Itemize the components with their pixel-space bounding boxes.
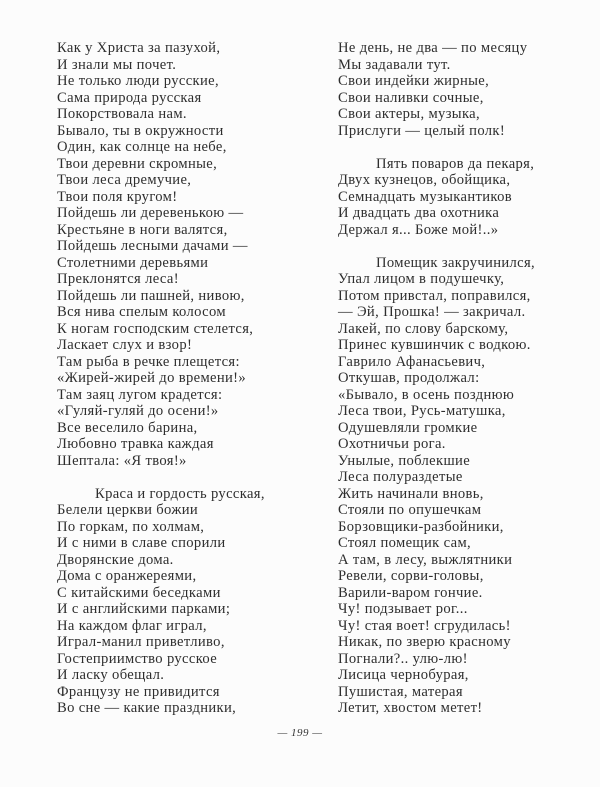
verse-line: Борзовщики-разбойники,: [338, 518, 504, 535]
verse-line: Двух кузнецов, обойщика,: [338, 172, 511, 188]
verse-line: Помещик закручинился,: [376, 254, 536, 271]
verse-line: Держал я... Боже мой!..»: [338, 221, 499, 238]
verse-line: С китайскими беседками: [57, 584, 221, 601]
verse-line: Ласкает слух и взор!: [57, 337, 193, 353]
verse-line: Лисица чернобурая,: [338, 667, 469, 683]
verse-line: Откушав, продолжал:: [338, 370, 480, 386]
verse-line: Как у Христа за пазухой,: [57, 40, 221, 56]
verse-line: Свои актеры, музыка,: [338, 106, 481, 122]
verse-line: Стояли по опушечкам: [338, 502, 482, 518]
verse-line: Никак, по зверю красному: [338, 634, 511, 650]
verse-line: И знали мы почет.: [57, 56, 177, 73]
stanza: [338, 156, 535, 239]
verse-line: «Жирей-жирей до времени!»: [57, 370, 247, 386]
verse-line: Потом привстал, поправился,: [338, 287, 531, 304]
verse-line: И с ними в славе спорили: [57, 535, 226, 551]
verse-line: Шептала: «Я твоя!»: [57, 452, 187, 469]
verse-line: Пушистая, матерая: [338, 683, 463, 700]
verse-line: Охотничьи рога.: [338, 436, 446, 452]
verse-line: Французу не привидится: [57, 683, 220, 700]
verse-line: Белели церкви божии: [57, 502, 199, 518]
verse-line: Один, как солнце на небе,: [57, 139, 227, 155]
verse-line: Вся нива спелым колосом: [57, 304, 226, 320]
verse-line: Стоял помещик сам,: [338, 535, 472, 551]
verse-line: Пойдешь ли пашней, нивою,: [57, 287, 245, 304]
verse-line: Жить начинали вновь,: [338, 485, 484, 502]
verse-line: — Эй, Прошка! — закричал.: [338, 304, 526, 320]
verse-line: Чу! стая воет! сгрудилась!: [338, 617, 511, 634]
verse-line: Твои леса дремучие,: [57, 172, 192, 188]
verse-line: «Бывало, в осень позднюю: [338, 386, 515, 403]
verse-line: Дома с оранжереями,: [57, 568, 197, 584]
verse-line: Семнадцать музыкантиков: [338, 188, 512, 205]
verse-line: Преклонятся леса!: [57, 271, 179, 287]
verse-line: Чу! подзывает рог...: [338, 601, 468, 617]
stanza: [57, 486, 265, 717]
left-column: [57, 40, 265, 733]
stanza: [338, 255, 535, 717]
verse-line: Все веселило барина,: [57, 419, 198, 436]
verse-line: Ревели, сорви-головы,: [338, 568, 484, 584]
verse-line: Там заяц лугом крадется:: [57, 386, 223, 403]
verse-line: По горкам, по холмам,: [57, 518, 205, 535]
verse-line: Твои поля кругом!: [57, 188, 178, 205]
verse-line: Дворянские дома.: [57, 551, 174, 568]
verse-line: Погнали?.. улю-лю!: [338, 650, 468, 667]
verse-line: Покорствовала нам.: [57, 106, 187, 122]
verse-line: Гаврило Афанасьевич,: [338, 353, 486, 370]
verse-line: И двадцать два охотника: [338, 205, 500, 221]
verse-line: Унылые, поблекшие: [338, 452, 471, 469]
verse-line: Крестьяне в ноги валятся,: [57, 221, 228, 238]
verse-line: Принес кувшинчик с водкою.: [338, 337, 531, 353]
verse-line: Сама природа русская: [57, 89, 202, 106]
stanza: [338, 40, 535, 139]
verse-line: Гостеприимство русское: [57, 650, 218, 667]
verse-line: Играл-манил приветливо,: [57, 634, 225, 650]
verse-line: Упал лицом в подушечку,: [338, 271, 505, 287]
verse-line: И с английскими парками;: [57, 601, 231, 617]
verse-line: И ласку обещал.: [57, 667, 165, 683]
verse-line: Не день, не два — по месяцу: [338, 40, 528, 56]
verse-line: Леса полураздетые: [338, 469, 463, 485]
right-column: [338, 40, 535, 733]
verse-line: Пойдешь лесными дачами —: [57, 238, 248, 254]
page-number: — 199 —: [277, 727, 323, 739]
stanza: [57, 40, 265, 469]
verse-line: Во сне — какие праздники,: [57, 700, 237, 716]
verse-line: Мы задавали тут.: [338, 56, 451, 73]
verse-line: «Гуляй-гуляй до осени!»: [57, 403, 219, 419]
verse-line: На каждом флаг играл,: [57, 617, 207, 634]
verse-line: Столетними деревьями: [57, 254, 209, 271]
verse-line: Лакей, по слову барскому,: [338, 320, 509, 337]
verse-line: Краса и гордость русская,: [95, 485, 265, 502]
verse-line: Твои деревни скромные,: [57, 155, 218, 172]
verse-line: Не только люди русские,: [57, 73, 219, 89]
verse-line: Любовно травка каждая: [57, 436, 214, 452]
verse-line: Пять поваров да пекаря,: [376, 155, 535, 172]
verse-line: А там, в лесу, выжлятники: [338, 551, 513, 568]
verse-line: К ногам господским стелется,: [57, 320, 254, 337]
verse-line: Варили-варом гончие.: [338, 584, 483, 601]
verse-line: Свои наливки сочные,: [338, 89, 484, 106]
verse-line: Пойдешь ли деревенькою —: [57, 205, 244, 221]
verse-line: Свои индейки жирные,: [338, 73, 490, 89]
verse-line: Одушевляли громкие: [338, 419, 478, 436]
verse-line: Леса твои, Русь-матушка,: [338, 403, 506, 419]
verse-line: Бывало, ты в окружности: [57, 122, 224, 139]
verse-line: Летит, хвостом метет!: [338, 700, 483, 716]
verse-line: Прислуги — целый полк!: [338, 122, 506, 139]
verse-line: Там рыба в речке плещется:: [57, 353, 240, 370]
